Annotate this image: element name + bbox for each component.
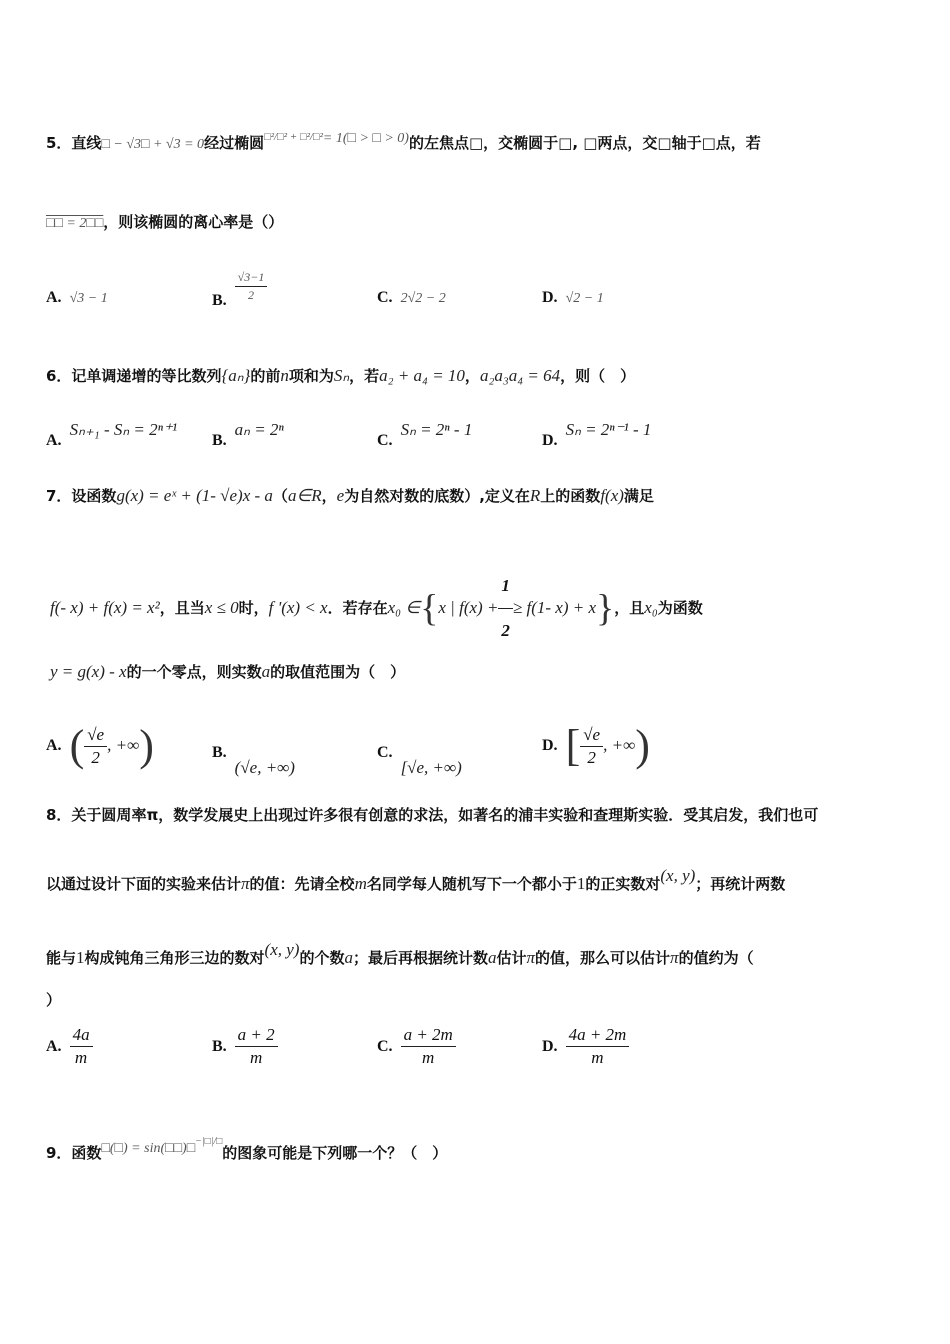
q8-line2: 以通过设计下面的实验来估计π的值：先请全校m名同学每人随机写下一个都小于1的正实数对(x, y)；再统计两数 [46,866,786,893]
q7-line2: f(- x) + f(x) = x²，且当x ≤ 0时，f '(x) < x．若存在x₀ ∈{x | f(x) + $\frac{1}{2}$ ≥ f(1- x) + x}，且x₀为函数 [50,565,703,652]
q9-exponent: −|□|/□ [195,1136,223,1147]
q6-stem: 6．记单调递增的等比数列{aₙ}的前n项和为Sₙ，若a₂ + a₄ = 10，a₂a₃a₄ = 64，则（ ） [46,366,636,385]
q7-line1: 7．设函数g(x) = eˣ + (1- √e)x - a（a∈R，e为自然对数的底数）,定义在R上的函数f(x)满足 [46,486,654,505]
q9-stem: 9．函数□(□) = sin(□□)□−|□|/□的图象可能是下列哪一个？（ ） [46,1136,448,1162]
q6-option-c[interactable]: C.Sₙ = 2ⁿ - 1 [377,420,473,449]
q8-option-d[interactable]: D. $\frac{4a + 2m}{m}$ [542,1025,629,1068]
q7-option-c[interactable]: C.[√e, +∞) [377,744,462,777]
q7-option-d[interactable]: D. [ $\frac{√e}{2}$ , +∞) [542,721,650,770]
q5-line1: 5．直线□ − √3□ + √3 = 0经过椭圆$^{□^2/□^2 + □^2/□^2}$= 1(□ > □ > 0)的左焦点□，交椭圆于□, □两点，交□轴于□点，若 [46,131,761,152]
q5-option-c[interactable]: C. 2√2 − 2 [377,289,446,306]
q7-option-b[interactable]: B.(√e, +∞) [212,744,295,777]
q5-option-b[interactable]: B. $\frac{√3-1}{2}$ [212,270,267,310]
q9-function: □(□) = sin(□□)□ [101,1141,196,1156]
q8-line1: 8．关于圆周率π，数学发展史上出现过许多很有创意的求法，如著名的浦丰实验和查理斯实验．受其启发，我们也可 [46,806,819,824]
q8-option-c[interactable]: C. $\frac{a + 2m}{m}$ [377,1025,456,1068]
q8-line3: 能与1构成钝角三角形三边的数对(x, y)的个数a；最后再根据统计数a估计π的值，那么可以估计π的值约为（ [46,940,754,967]
q8-line4: ） [46,991,62,1009]
q5-line-equation: □ − √3□ + √3 = 0 [101,137,205,152]
q8-option-b[interactable]: B. $\frac{a + 2}{m}$ [212,1025,278,1068]
q6-option-d[interactable]: D.Sₙ = 2ⁿ⁻¹ - 1 [542,420,652,449]
q7-option-a[interactable]: A. ( $\frac{√e}{2}$ , +∞) [46,721,154,770]
q5-option-d[interactable]: D. √2 − 1 [542,289,604,306]
q5-line2: □□ = 2□□，则该椭圆的离心率是（） [46,213,284,231]
q5-ellipse-condition: = 1(□ > □ > 0) [322,131,409,146]
q5-option-a[interactable]: A. √3 − 1 [46,289,108,306]
q5-ellipse-fractions: □²/□² + □²/□² [264,131,323,143]
q8-option-a[interactable]: A. $\frac{4a}{m}$ [46,1025,93,1068]
q5-vector-equation: □□ = 2□□ [46,216,104,231]
q7-line3: y = g(x) - x的一个零点，则实数a的取值范围为（ ） [50,662,406,681]
q6-option-a[interactable]: A.Sₙ₊₁ - Sₙ = 2ⁿ⁺¹ [46,420,178,449]
q6-option-b[interactable]: B.aₙ = 2ⁿ [212,420,284,449]
